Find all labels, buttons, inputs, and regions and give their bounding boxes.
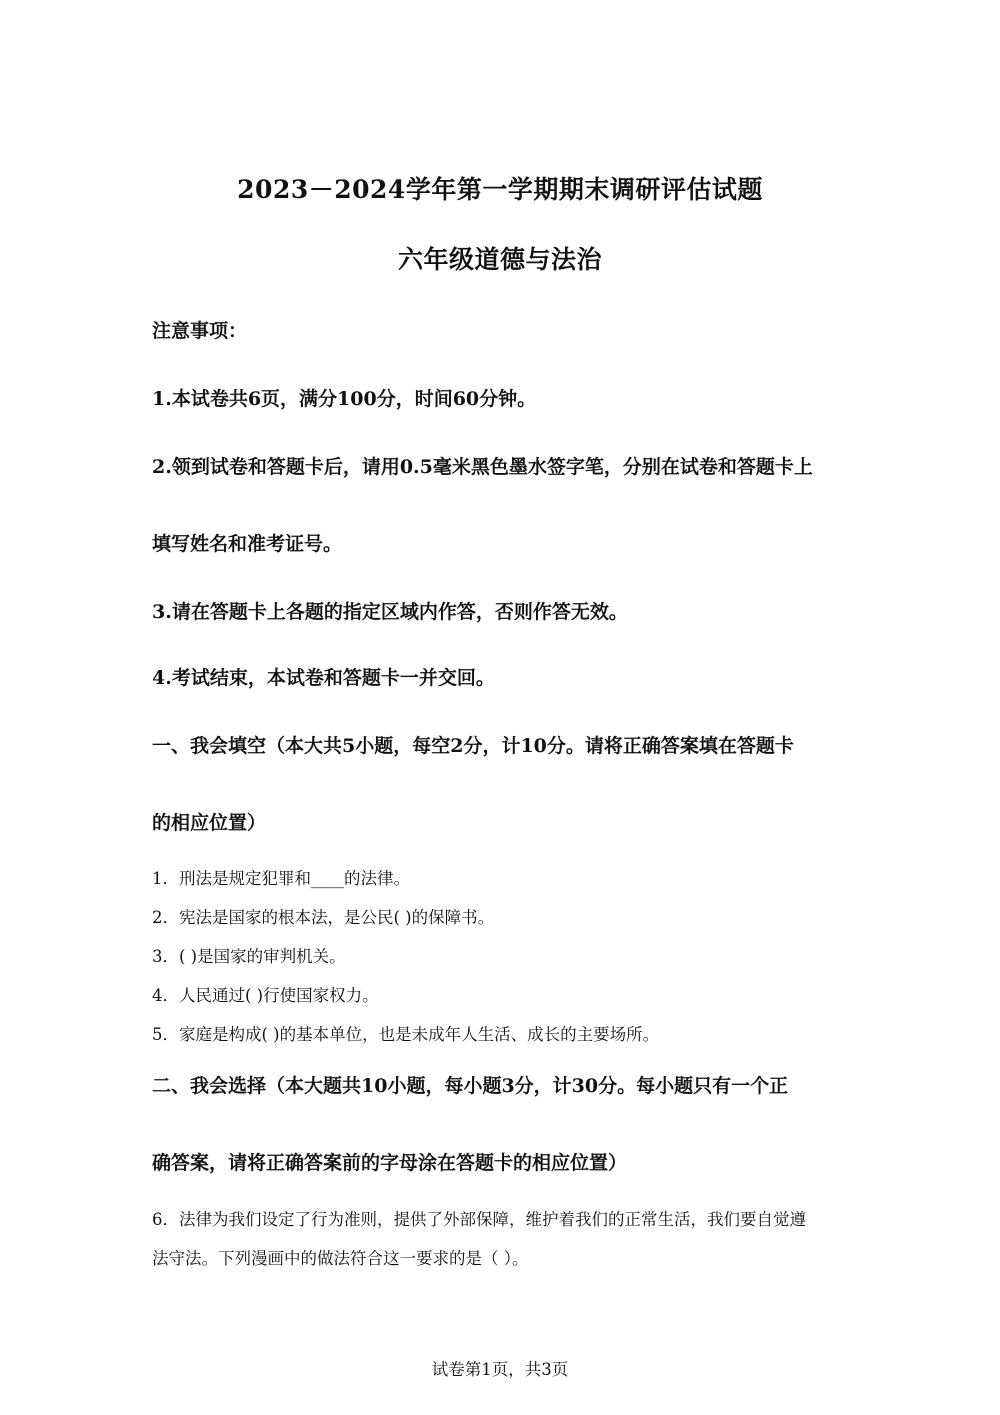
section-2-heading: 二、我会选择（本大题共10小题，每小题3分，计30分。每小题只有一个正 xyxy=(152,1075,789,1097)
section-1-heading: 一、我会填空（本大共5小题，每空2分，计10分。请将正确答案填在答题卡 xyxy=(152,735,794,757)
exam-title: 2023－2024学年第一学期期末调研评估试题 xyxy=(237,175,763,204)
section-1-heading-cont: 的相应位置） xyxy=(152,812,267,834)
notice-item-1: 1.本试卷共6页，满分100分，时间60分钟。 xyxy=(152,388,537,410)
question-6-cont: 法守法。下列漫画中的做法符合这一要求的是（ ）。 xyxy=(152,1249,529,1268)
notice-heading: 注意事项： xyxy=(152,320,248,342)
notice-item-4: 4.考试结束，本试卷和答题卡一并交回。 xyxy=(152,667,495,689)
notice-item-2: 2.领到试卷和答题卡后，请用0.5毫米黑色墨水签字笔，分别在试卷和答题卡上 xyxy=(152,456,813,478)
question-4: 4．人民通过( )行使国家权力。 xyxy=(152,986,379,1005)
question-3: 3．( )是国家的审判机关。 xyxy=(152,947,346,966)
notice-item-3: 3.请在答题卡上各题的指定区域内作答，否则作答无效。 xyxy=(152,601,628,623)
page-footer: 试卷第1页，共3页 xyxy=(431,1360,569,1379)
section-2-heading-cont: 确答案，请将正确答案前的字母涂在答题卡的相应位置） xyxy=(152,1152,628,1174)
question-6: 6．法律为我们设定了行为准则，提供了外部保障，维护着我们的正常生活，我们要自觉遵 xyxy=(152,1210,806,1229)
question-5: 5．家庭是构成( )的基本单位，也是未成年人生活、成长的主要场所。 xyxy=(152,1025,660,1044)
exam-subject: 六年级道德与法治 xyxy=(397,245,602,274)
question-1: 1．刑法是规定犯罪和____的法律。 xyxy=(152,869,410,888)
notice-item-2-cont: 填写姓名和准考证号。 xyxy=(152,533,343,555)
question-2: 2．宪法是国家的根本法，是公民( )的保障书。 xyxy=(152,908,495,927)
